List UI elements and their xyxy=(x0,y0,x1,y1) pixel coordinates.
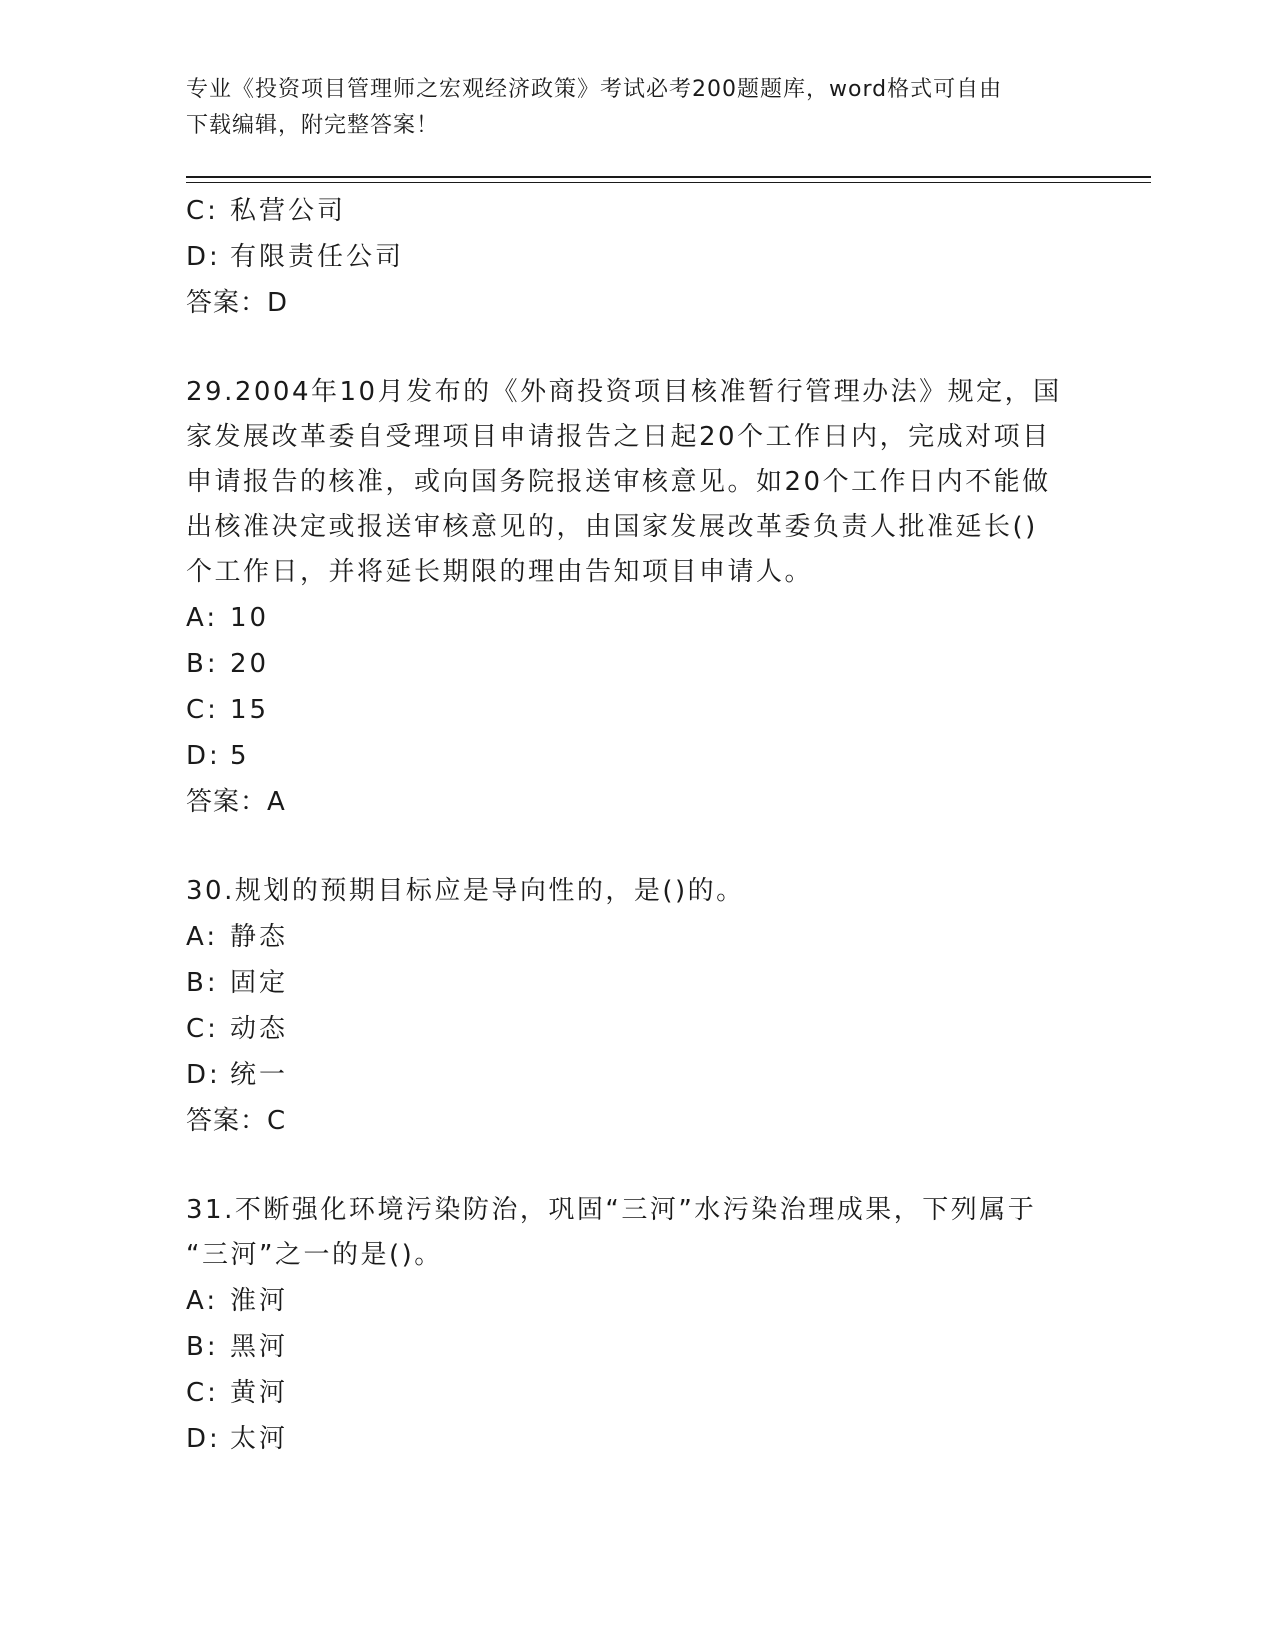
question-stem-line: 30.规划的预期目标应是导向性的，是()的。 xyxy=(186,876,745,906)
option-key: B: xyxy=(186,649,219,679)
option-key: D: xyxy=(186,741,221,771)
question-stem-line: 家发展改革委自受理项目申请报告之日起20个工作日内，完成对项目 xyxy=(186,422,1051,452)
answer-label: 答案：A xyxy=(186,787,286,817)
option-b xyxy=(186,960,1076,1006)
header-line-2: 下载编辑，附完整答案！ xyxy=(186,113,440,138)
option-d xyxy=(186,1052,1076,1098)
option-key: C: xyxy=(186,1014,219,1044)
option-text: 10 xyxy=(230,603,270,633)
header-divider-thin xyxy=(186,182,1151,183)
question-stem-line: “三河”之一的是()。 xyxy=(186,1240,443,1270)
option-text: 淮河 xyxy=(230,1286,289,1316)
header-line-1: 专业《投资项目管理师之宏观经济政策》考试必考200题题库，word格式可自由 xyxy=(186,77,1003,102)
option-key: B: xyxy=(186,1332,219,1362)
answer-label: 答案：C xyxy=(186,1106,287,1136)
question-29 xyxy=(186,370,1076,825)
question-stem-line: 31.不断强化环境污染防治，巩固“三河”水污染治理成果，下列属于 xyxy=(186,1195,1037,1225)
option-text: 5 xyxy=(230,741,250,771)
option-a xyxy=(186,595,1076,641)
option-c xyxy=(186,687,1076,733)
question-stem-line: 出核准决定或报送审核意见的，由国家发展改革委负责人批准延长() xyxy=(186,512,1038,542)
option-d xyxy=(186,1416,1076,1462)
option-key: A: xyxy=(186,603,219,633)
option-key: D: xyxy=(186,1424,221,1454)
question-31 xyxy=(186,1188,1076,1462)
option-key: B: xyxy=(186,968,219,998)
option-text: 静态 xyxy=(230,922,289,952)
option-a xyxy=(186,1278,1076,1324)
document-header xyxy=(186,72,1076,144)
option-text: 黄河 xyxy=(230,1378,289,1408)
option-key: D: xyxy=(186,242,221,272)
option-b xyxy=(186,641,1076,687)
option-text: 统一 xyxy=(230,1060,289,1090)
option-d xyxy=(186,234,1076,280)
option-key: D: xyxy=(186,1060,221,1090)
option-text: 太河 xyxy=(230,1424,289,1454)
option-d xyxy=(186,733,1076,779)
option-key: C: xyxy=(186,196,219,226)
option-a xyxy=(186,914,1076,960)
question-stem-line: 申请报告的核准，或向国务院报送审核意见。如20个工作日内不能做 xyxy=(186,467,1051,497)
option-c xyxy=(186,1006,1076,1052)
option-text: 有限责任公司 xyxy=(230,242,405,272)
option-c xyxy=(186,188,1076,234)
question-stem-line: 29.2004年10月发布的《外商投资项目核准暂行管理办法》规定，国 xyxy=(186,377,1062,407)
option-text: 20 xyxy=(230,649,270,679)
option-text: 私营公司 xyxy=(230,196,347,226)
option-text: 动态 xyxy=(230,1014,289,1044)
document-body xyxy=(186,188,1076,1462)
question-stem-line: 个工作日，并将延长期限的理由告知项目申请人。 xyxy=(186,557,814,587)
question-28-continued xyxy=(186,188,1076,326)
option-text: 15 xyxy=(230,695,270,725)
option-b xyxy=(186,1324,1076,1370)
option-key: A: xyxy=(186,922,219,952)
question-30 xyxy=(186,869,1076,1144)
option-c xyxy=(186,1370,1076,1416)
option-text: 固定 xyxy=(230,968,289,998)
option-key: C: xyxy=(186,1378,219,1408)
answer-label: 答案：D xyxy=(186,288,289,318)
option-key: C: xyxy=(186,695,219,725)
option-key: A: xyxy=(186,1286,219,1316)
header-divider-thick xyxy=(186,176,1151,178)
option-text: 黑河 xyxy=(230,1332,289,1362)
